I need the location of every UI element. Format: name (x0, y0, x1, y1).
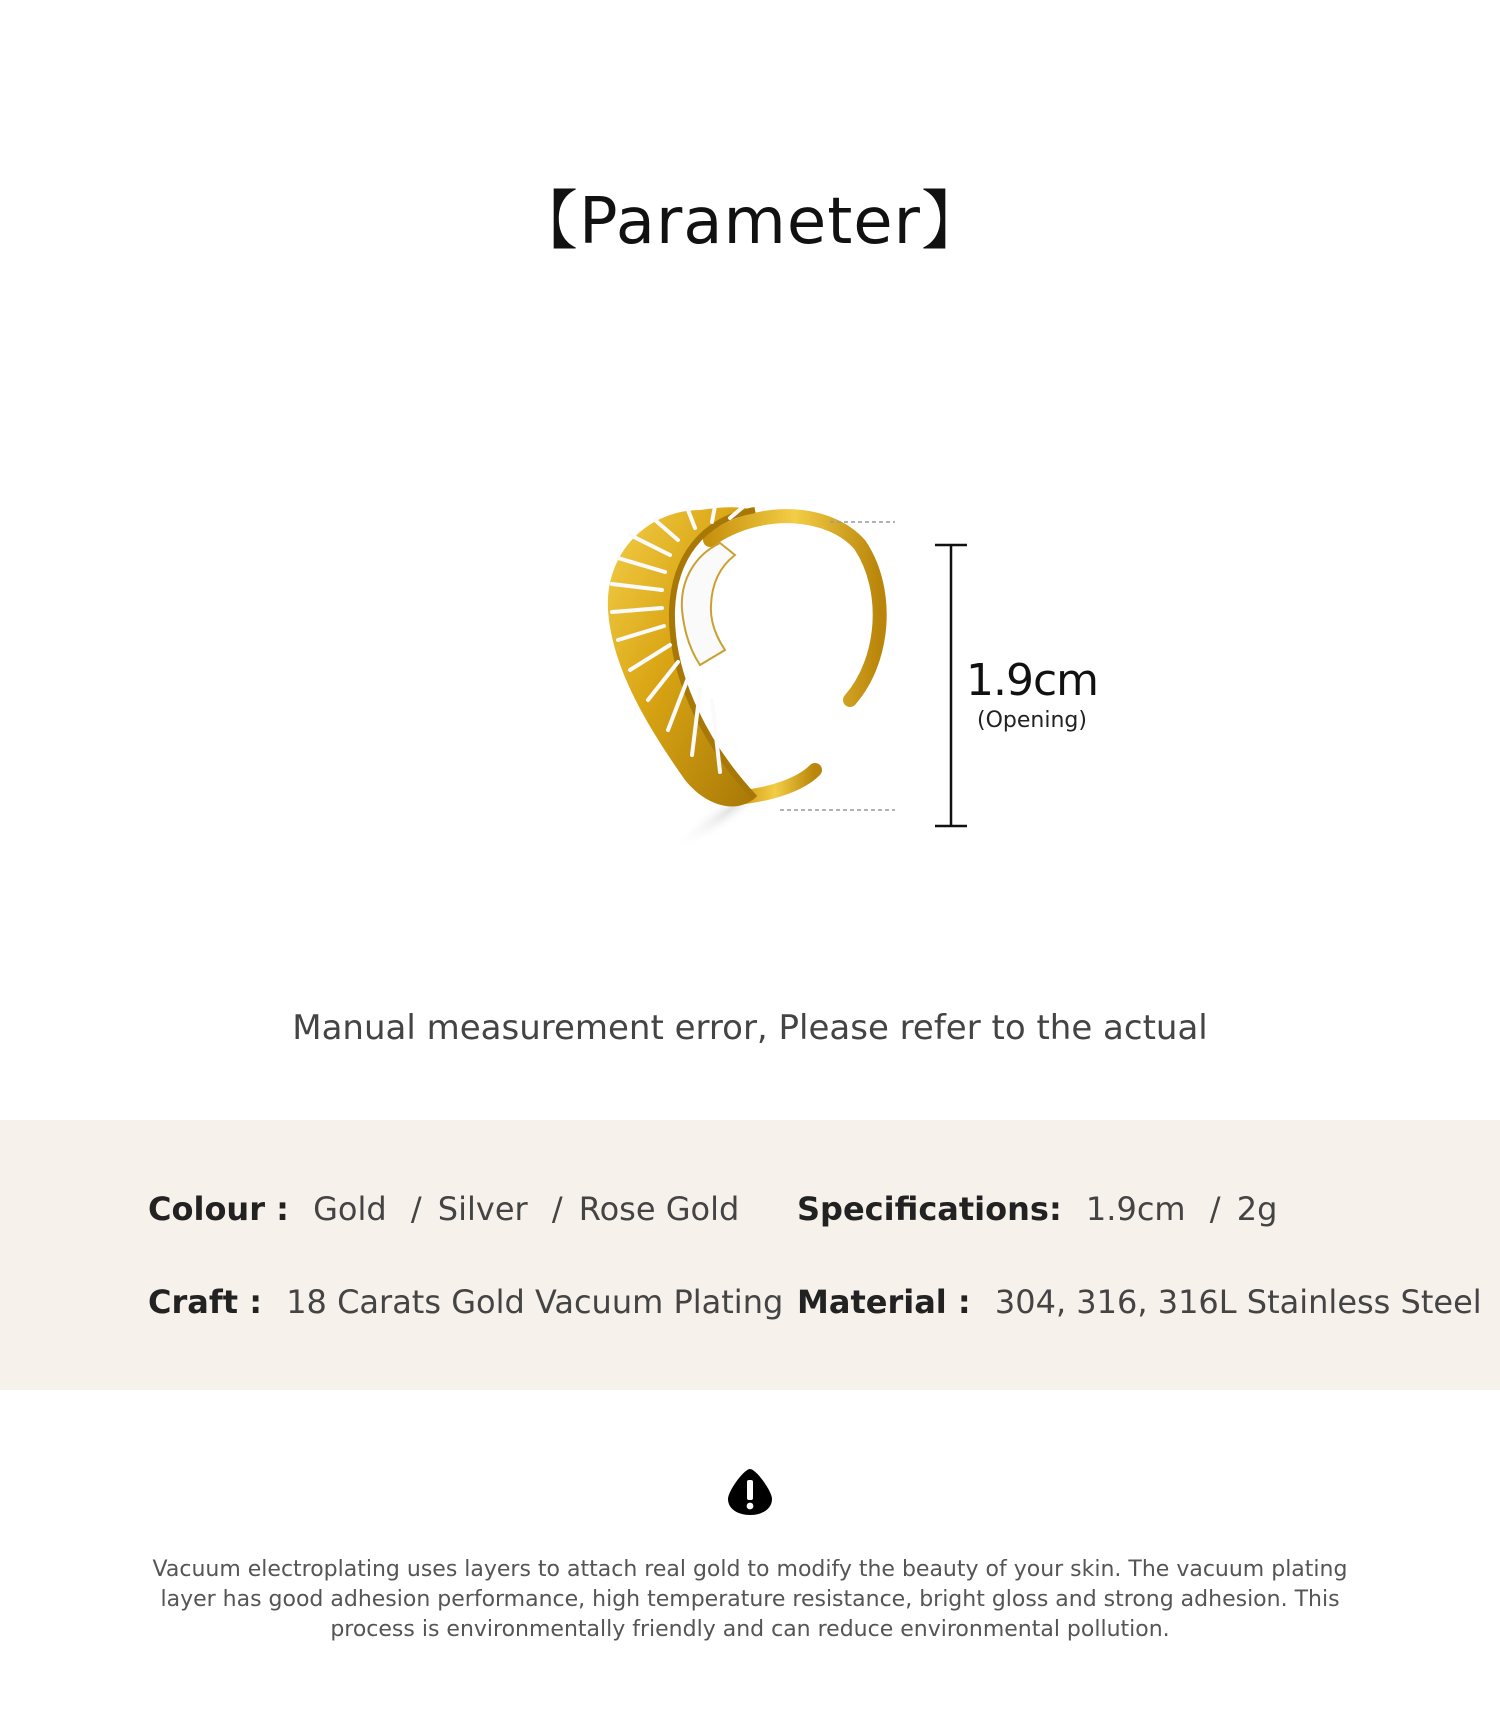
spec-specifications-label: Specifications: (797, 1190, 1062, 1228)
separator: / (410, 1190, 422, 1228)
ring-band-back (710, 516, 880, 700)
spec-craft (148, 1283, 783, 1321)
sun-enamel (682, 543, 735, 665)
spec-size: 1.9cm (1085, 1190, 1186, 1228)
colour-option-rose-gold: Rose Gold (578, 1190, 740, 1228)
spec-material (797, 1283, 1482, 1321)
spec-colour-label: Colour : (148, 1190, 289, 1228)
spec-panel (0, 1120, 1500, 1390)
spec-specifications (797, 1190, 1277, 1228)
dimension-note: (Opening) (977, 708, 1087, 733)
dimension-value: 1.9cm (965, 655, 1099, 706)
spec-weight: 2g (1236, 1190, 1278, 1228)
measurement-notice: Manual measurement error, Please refer to the actual (292, 1008, 1208, 1048)
colour-option-gold: Gold (313, 1190, 387, 1228)
spec-colour (148, 1190, 739, 1228)
plating-description: Vacuum electroplating uses layers to attach real gold to modify the beauty of your skin. The vacuum plating layer has good adhesion performance, high temperature resistance, bright gloss and strong adhesion. This process is environmentally friendly and can reduce environmental pollution. (152, 1557, 1348, 1642)
spec-craft-label: Craft : (148, 1283, 263, 1321)
spec-material-value: 304, 316, 316L Stainless Steel (994, 1283, 1482, 1321)
separator: / (1209, 1190, 1221, 1228)
exclamation-icon (726, 1467, 774, 1517)
colour-option-silver: Silver (437, 1190, 528, 1228)
separator: / (551, 1190, 563, 1228)
spec-material-label: Material : (797, 1283, 971, 1321)
page-title: 【Parameter】 (514, 185, 986, 259)
spec-craft-value: 18 Carats Gold Vacuum Plating (286, 1283, 784, 1321)
